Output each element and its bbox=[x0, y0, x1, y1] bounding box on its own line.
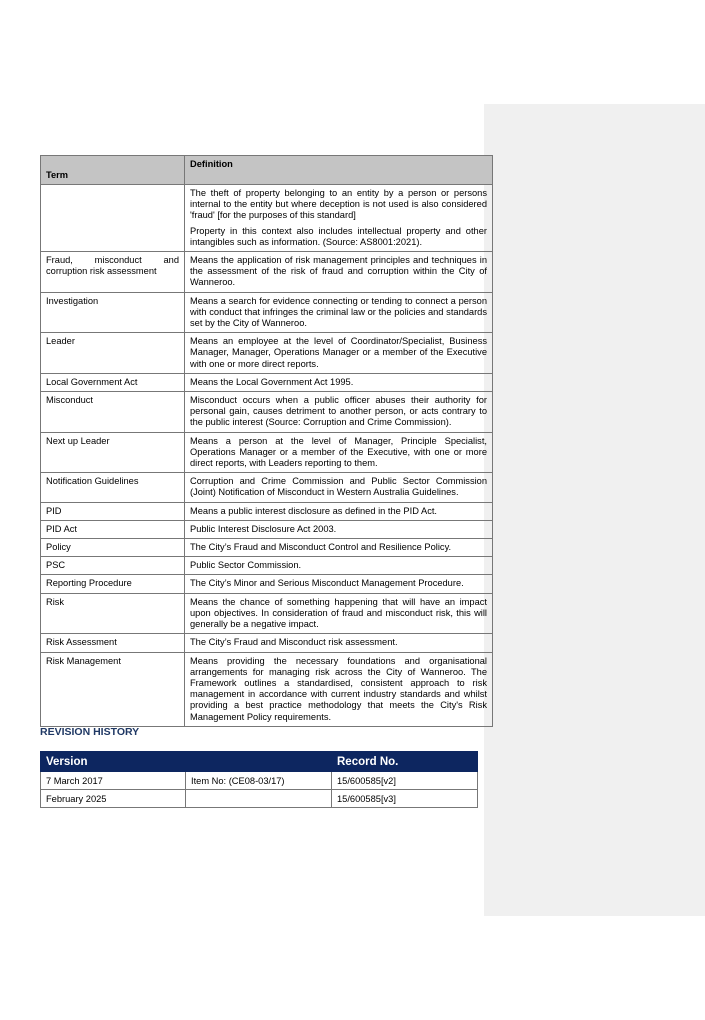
definition-paragraph: Corruption and Crime Commission and Public Sector Commission (Joint) Notification of Misconduct in Western Australia Guidelines. bbox=[190, 476, 487, 498]
definition-paragraph: Misconduct occurs when a public officer abuses their authority for personal gain, causes detriment to another person, or acts contrary to the public interest (Source: Corruption and Crime Commission). bbox=[190, 395, 487, 428]
definition-row bbox=[41, 557, 493, 575]
term-cell: Misconduct bbox=[41, 392, 185, 433]
revision-history-title: REVISION HISTORY bbox=[40, 726, 140, 738]
record-column-header: Record No. bbox=[332, 752, 478, 772]
definition-cell bbox=[185, 539, 493, 557]
term-cell: Investigation bbox=[41, 292, 185, 333]
definition-paragraph: Means the chance of something happening that will have an impact upon objectives. In consideration of fraud and misconduct risk, this will generally be a negative impact. bbox=[190, 596, 487, 630]
comments-pane bbox=[484, 104, 705, 916]
definition-row bbox=[41, 502, 493, 520]
definitions-body bbox=[41, 185, 493, 727]
definition-row bbox=[41, 333, 493, 374]
definition-cell bbox=[185, 634, 493, 652]
definition-paragraph: Means the application of risk management principles and techniques in the assessment of the risk of fraud and corruption within the City of Wanneroo. bbox=[190, 255, 487, 288]
definition-paragraph: The theft of property belonging to an entity by a person or persons internal to the entity but where deception is not used is also considered 'fraud' [for the purposes of this standard] bbox=[190, 188, 487, 221]
term-cell: Next up Leader bbox=[41, 432, 185, 473]
definition-row bbox=[41, 432, 493, 473]
term-cell: Reporting Procedure bbox=[41, 575, 185, 593]
revision-record-cell: 15/600585[v2] bbox=[332, 772, 478, 790]
revision-history-body bbox=[41, 772, 478, 808]
revision-row bbox=[41, 772, 478, 790]
definition-row bbox=[41, 520, 493, 538]
definition-paragraph: Means an employee at the level of Coordinator/Specialist, Business Manager, Manager, Operations Manager or a member of the Executive with one or more direct reports. bbox=[190, 336, 487, 369]
revision-record-cell: 15/600585[v3] bbox=[332, 790, 478, 808]
definition-paragraph: Means a public interest disclosure as defined in the PID Act. bbox=[190, 505, 438, 516]
definition-cell bbox=[185, 502, 493, 520]
term-column-header: Term bbox=[41, 156, 185, 185]
definition-paragraph: The City’s Fraud and Misconduct Control and Resilience Policy. bbox=[190, 542, 452, 553]
revision-item-cell bbox=[186, 790, 332, 808]
definitions-header-row bbox=[41, 156, 493, 185]
term-cell: PSC bbox=[41, 557, 185, 575]
definition-row bbox=[41, 373, 493, 391]
term-cell: Risk Assessment bbox=[41, 634, 185, 652]
definition-row bbox=[41, 593, 493, 634]
term-cell: Risk Management bbox=[41, 652, 185, 726]
definition-cell bbox=[185, 575, 493, 593]
definition-row bbox=[41, 575, 493, 593]
definition-cell bbox=[185, 252, 493, 293]
definition-cell bbox=[185, 333, 493, 374]
definition-paragraph: Means a person at the level of Manager, Principle Specialist, Operations Manager or a member of the Executive, with one or more direct reports, with Leaders reporting to them. bbox=[190, 435, 487, 469]
term-cell: Notification Guidelines bbox=[41, 473, 185, 502]
term-cell: Local Government Act bbox=[41, 373, 185, 391]
definition-row bbox=[41, 473, 493, 502]
term-cell: PID Act bbox=[41, 520, 185, 538]
definition-cell bbox=[185, 292, 493, 333]
term-cell: Fraud, misconduct and corruption risk assessment bbox=[41, 252, 185, 293]
term-cell: Leader bbox=[41, 333, 185, 374]
definitions-table bbox=[40, 155, 493, 727]
item-column-header bbox=[186, 752, 332, 772]
definition-paragraph: The City’s Fraud and Misconduct risk assessment. bbox=[190, 637, 398, 648]
definition-row bbox=[41, 292, 493, 333]
revision-version-cell: 7 March 2017 bbox=[41, 772, 186, 790]
definition-row bbox=[41, 539, 493, 557]
definition-paragraph: Public Interest Disclosure Act 2003. bbox=[190, 523, 337, 534]
definition-cell bbox=[185, 520, 493, 538]
definition-row bbox=[41, 185, 493, 252]
definition-cell bbox=[185, 373, 493, 391]
term-cell: PID bbox=[41, 502, 185, 520]
definition-cell bbox=[185, 392, 493, 433]
definition-cell bbox=[185, 473, 493, 502]
revision-version-cell: February 2025 bbox=[41, 790, 186, 808]
term-cell: Risk bbox=[41, 593, 185, 634]
definition-cell bbox=[185, 593, 493, 634]
definition-paragraph: The City’s Minor and Serious Misconduct Management Procedure. bbox=[190, 578, 464, 589]
definition-paragraph: Public Sector Commission. bbox=[190, 560, 302, 571]
revision-item-cell: Item No: (CE08-03/17) bbox=[186, 772, 332, 790]
revision-header-row bbox=[41, 752, 478, 772]
definition-row bbox=[41, 392, 493, 433]
term-cell bbox=[41, 185, 185, 252]
definition-paragraph: Property in this context also includes intellectual property and other intangibles such as information. (Source: AS8001:2021). bbox=[190, 225, 487, 247]
definition-row bbox=[41, 634, 493, 652]
term-cell: Policy bbox=[41, 539, 185, 557]
definition-paragraph: Means the Local Government Act 1995. bbox=[190, 376, 354, 387]
definition-paragraph: Means providing the necessary foundations and organisational arrangements for managing risk across the City of Wanneroo. The Framework outlines a standardised, consistent approach to risk management in accordance with current industry standards and whilst providing a best practice methodology that meets the City's Risk Management Policy requirements. bbox=[190, 655, 487, 722]
definition-column-header: Definition bbox=[185, 156, 493, 185]
revision-history-table bbox=[40, 751, 478, 808]
definition-row bbox=[41, 252, 493, 293]
definition-cell bbox=[185, 557, 493, 575]
definition-cell bbox=[185, 185, 493, 252]
revision-row bbox=[41, 790, 478, 808]
version-column-header: Version bbox=[41, 752, 186, 772]
definition-row bbox=[41, 652, 493, 726]
definition-cell bbox=[185, 432, 493, 473]
definition-paragraph: Means a search for evidence connecting or tending to connect a person with conduct that infringes the criminal law or the policies and standards set by the City of Wanneroo. bbox=[190, 295, 487, 329]
definition-cell bbox=[185, 652, 493, 726]
